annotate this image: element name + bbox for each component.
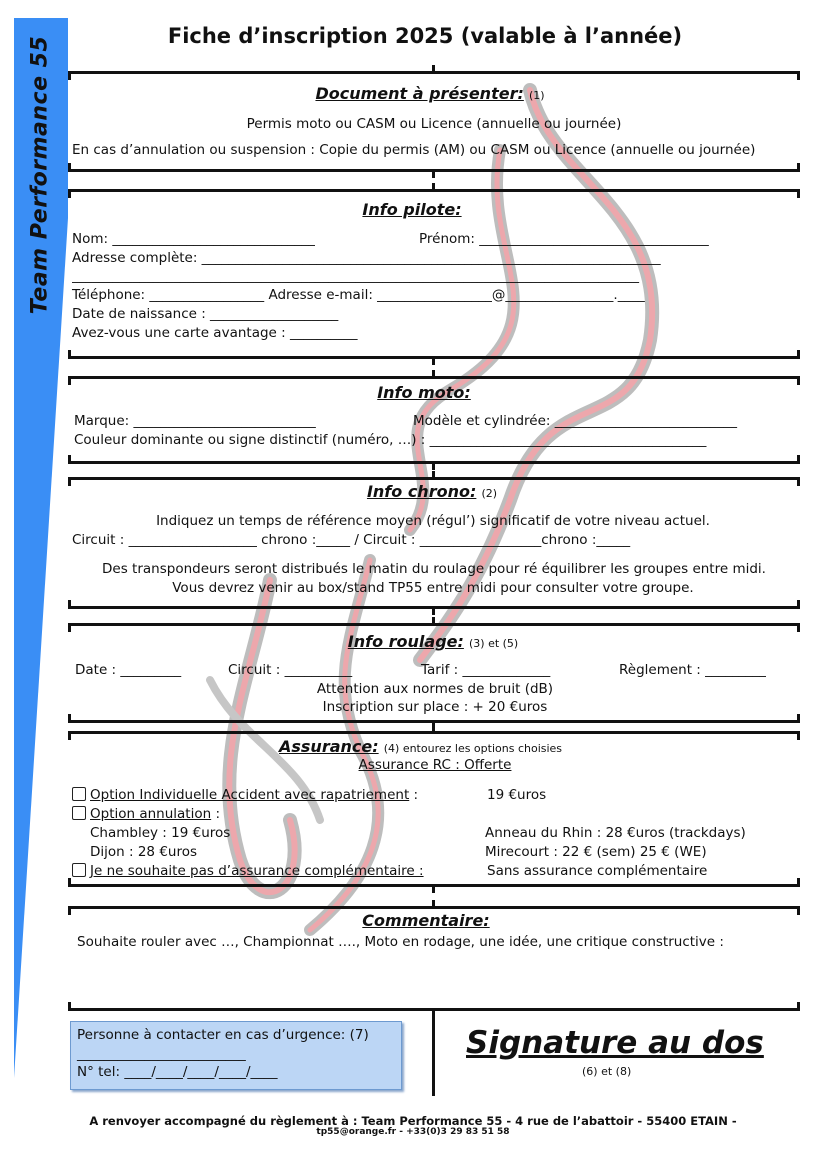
document-line1: Permis moto ou CASM ou Licence (annuelle ou journée) xyxy=(246,116,622,132)
assurance-heading-row xyxy=(279,737,562,756)
annulation-dijon: Dijon : 28 €uros xyxy=(90,844,198,860)
commentaire-text[interactable]: Souhaite rouler avec …, Championnat …., Moto en rodage, une idée, une critique constructive : xyxy=(77,934,724,950)
signature-label: Signature au dos xyxy=(466,1025,764,1061)
checkbox-icon[interactable] xyxy=(72,787,86,801)
urgence-line1: Personne à contacter en cas d’urgence: (7) xyxy=(77,1027,369,1043)
roulage-date[interactable]: Date : _________ xyxy=(75,662,182,678)
annulation-chambley: Chambley : 19 €uros xyxy=(90,825,231,841)
vertical-divider xyxy=(432,1011,435,1096)
roulage-heading: Info roulage: xyxy=(347,632,464,651)
document-heading: Document à présenter: xyxy=(315,84,524,103)
checkbox-icon[interactable] xyxy=(72,863,86,877)
signature-note: (6) et (8) xyxy=(582,1065,632,1078)
chrono-circuits[interactable]: Circuit : ___________________ chrono :_____ / Circuit : __________________chrono :_____ xyxy=(72,532,631,548)
pilote-naissance[interactable]: Date de naissance : ___________________ xyxy=(72,306,339,322)
option-annulation-colon: : xyxy=(211,806,221,822)
option-accident-label: Option Individuelle Accident avec rapatriement xyxy=(90,787,410,803)
urgence-phone-field[interactable]: N° tel: ____/____/____/____/____ xyxy=(77,1064,278,1080)
option-annulation[interactable] xyxy=(72,806,220,822)
footer-contact: tp55@orange.fr - +33(0)3 29 83 51 58 xyxy=(316,1127,510,1137)
option-sans-assurance-label: Je ne souhaite pas d’assurance complémentaire : xyxy=(90,863,424,879)
page-title: Fiche d’inscription 2025 (valable à l’année) xyxy=(167,24,683,48)
footer-address: A renvoyer accompagné du règlement à : Team Performance 55 - 4 rue de l’abattoir - 55400 ETAIN - xyxy=(89,1114,737,1128)
option-annulation-label: Option annulation xyxy=(90,806,212,822)
annulation-rhin: Anneau du Rhin : 28 €uros (trackdays) xyxy=(485,825,746,841)
roulage-note: (3) et (5) xyxy=(468,637,519,650)
moto-heading: Info moto: xyxy=(377,383,471,402)
option-accident[interactable] xyxy=(72,787,418,803)
document-heading-row xyxy=(0,84,818,103)
assurance-heading: Assurance: xyxy=(279,737,379,756)
pilote-adresse[interactable]: Adresse complète: ____________________________________________________________________ xyxy=(72,250,661,266)
chrono-heading: Info chrono: xyxy=(366,482,477,501)
sans-assurance-text: Sans assurance complémentaire xyxy=(487,863,708,879)
chrono-line1: Indiquez un temps de référence moyen (régul’) significatif de votre niveau actuel. xyxy=(156,513,710,529)
assurance-rc: Assurance RC : Offerte xyxy=(358,757,512,773)
roulage-reglement[interactable]: Règlement : _________ xyxy=(619,662,766,678)
assurance-note: (4) entourez les options choisies xyxy=(383,742,563,755)
annulation-mirecourt: Mirecourt : 22 € (sem) 25 € (WE) xyxy=(485,844,707,860)
pilote-adresse2[interactable]: ____________________________________________________________________________________ xyxy=(72,268,639,284)
pilote-heading: Info pilote: xyxy=(362,200,462,219)
commentaire-heading: Commentaire: xyxy=(362,911,490,930)
roulage-circuit[interactable]: Circuit : __________ xyxy=(228,662,353,678)
chrono-note: (2) xyxy=(481,487,498,500)
chrono-line4: Vous devrez venir au box/stand TP55 entre midi pour consulter votre groupe. xyxy=(172,580,694,596)
chrono-heading-row xyxy=(0,482,818,501)
urgence-name-field[interactable]: _________________________ xyxy=(77,1046,246,1062)
checkbox-icon[interactable] xyxy=(72,806,86,820)
option-sans-assurance[interactable] xyxy=(72,863,424,879)
roulage-inscription: Inscription sur place : + 20 €uros xyxy=(322,699,548,715)
roulage-heading-row xyxy=(0,632,818,651)
pilote-prenom[interactable]: Prénom: __________________________________ xyxy=(419,231,709,247)
pilote-carte[interactable]: Avez-vous une carte avantage : __________ xyxy=(72,325,358,341)
side-title: Team Performance 55 xyxy=(27,35,53,315)
urgence-box xyxy=(70,1021,402,1090)
option-accident-colon: : xyxy=(409,787,419,803)
moto-couleur[interactable]: Couleur dominante ou signe distinctif (numéro, …) : _________________________________________ xyxy=(74,432,707,448)
pilote-nom[interactable]: Nom: ______________________________ xyxy=(72,231,315,247)
option-accident-price: 19 €uros xyxy=(487,787,547,803)
moto-marque[interactable]: Marque: ___________________________ xyxy=(74,413,316,429)
roulage-bruit: Attention aux normes de bruit (dB) xyxy=(316,681,554,697)
moto-modele[interactable]: Modèle et cylindrée: ___________________________ xyxy=(413,413,738,429)
document-line2: En cas d’annulation ou suspension : Copie du permis (AM) ou CASM ou Licence (annuelle ou journée) xyxy=(72,142,756,158)
chrono-line3: Des transpondeurs seront distribués le matin du roulage pour ré équilibrer les groupes entre midi. xyxy=(102,561,766,577)
roulage-tarif[interactable]: Tarif : _____________ xyxy=(421,662,551,678)
document-note: (1) xyxy=(528,89,545,102)
pilote-telephone[interactable]: Téléphone: _________________ Adresse e-mail: _________________@________________.____ xyxy=(72,287,645,303)
